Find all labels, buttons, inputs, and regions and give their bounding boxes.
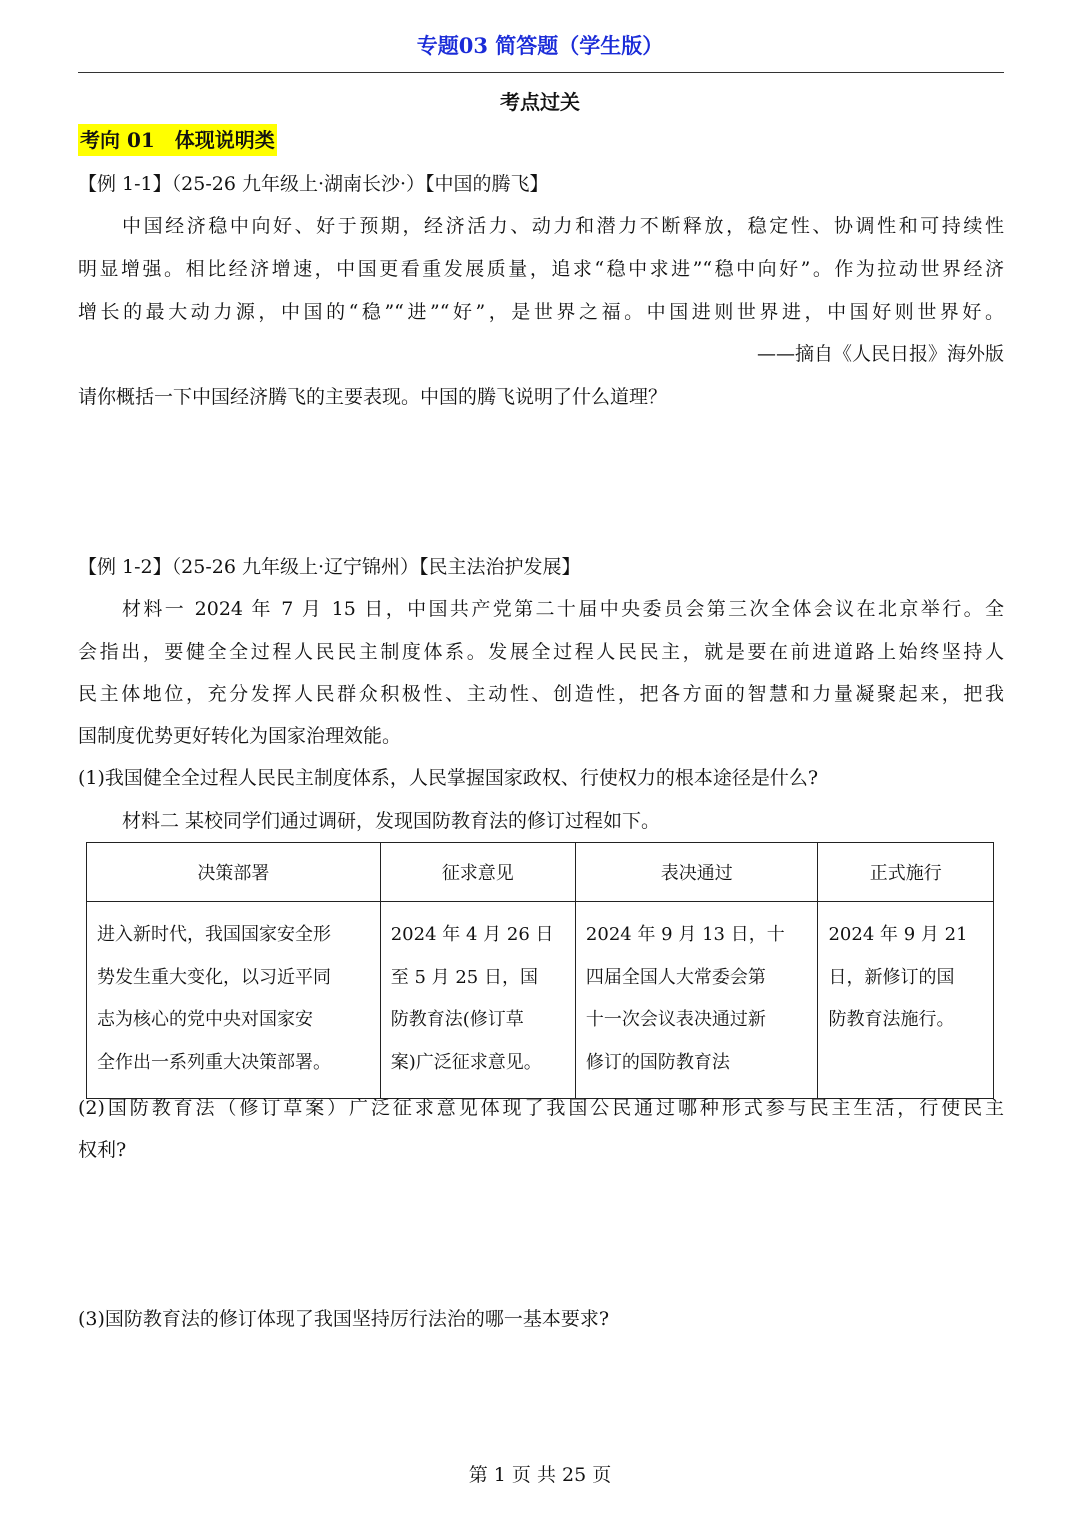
table-cell-vote <box>575 902 818 1099</box>
example1-tag: 【例 1-1】（25-26 九年级上·湖南长沙·）【中国的腾飞】 <box>78 173 549 195</box>
cell-line: 防教育法(修订草 <box>390 1009 524 1030</box>
table-cell-implementation <box>818 902 994 1099</box>
material1-line: 材料一 2024 年 7 月 15 日，中国共产党第二十届中央委员会第三次全体会议在北京举行。全 <box>122 598 1004 620</box>
example1-paragraph-line: 增长的最大动力源，中国的“稳”“进”“好”，是世界之福。中国进则世界进，中国好则世界好。 <box>78 301 1004 323</box>
document-header-title: 专题03 简答题（学生版） <box>416 33 664 58</box>
example2-tag: 【例 1-2】（25-26 九年级上·辽宁锦州）【民主法治护发展】 <box>78 556 581 578</box>
material1-line: 国制度优势更好转化为国家治理效能。 <box>78 725 402 747</box>
cell-line: 进入新时代，我国国家安全形 <box>97 924 331 945</box>
table-header-cell: 表决通过 <box>575 843 818 902</box>
question-1: (1)我国健全全过程人民民主制度体系，人民掌握国家政权、行使权力的根本途径是什么? <box>78 767 819 789</box>
header-divider <box>78 72 1004 73</box>
topic-highlight: 考向 01 体现说明类 <box>78 124 277 156</box>
question-3: (3)国防教育法的修订体现了我国坚持厉行法治的哪一基本要求? <box>78 1308 610 1330</box>
cell-line: 2024 年 9 月 13 日，十 <box>585 924 785 945</box>
example1-question: 请你概括一下中国经济腾飞的主要表现。中国的腾飞说明了什么道理？ <box>78 386 668 408</box>
table-cell-decision <box>87 902 381 1099</box>
cell-line: 志为核心的党中央对国家安 <box>97 1009 313 1030</box>
table-cell-consultation <box>380 902 575 1099</box>
question-2-line: 权利? <box>78 1139 127 1161</box>
cell-line: 日，新修订的国 <box>828 966 955 988</box>
table-header-cell: 决策部署 <box>87 843 381 902</box>
cell-line: 2024 年 4 月 26 日 <box>390 924 554 945</box>
page-footer: 第 1 页 共 25 页 <box>468 1464 612 1486</box>
cell-line: 2024 年 9 月 21 <box>828 924 968 945</box>
table-header-cell: 正式施行 <box>818 843 994 902</box>
material2-intro: 材料二 某校同学们通过调研，发现国防教育法的修订过程如下。 <box>122 810 661 832</box>
example1-paragraph-line: 明显增强。相比经济增速，中国更看重发展质量，追求“稳中求进”“稳中向好”。作为拉动世界经济 <box>78 258 1004 280</box>
cell-line: 修订的国防教育法 <box>585 1051 730 1073</box>
material1-line: 民主体地位，充分发挥人民群众积极性、主动性、创造性，把各方面的智慧和力量凝聚起来，把我 <box>78 683 1004 705</box>
cell-line: 案)广泛征求意见。 <box>390 1051 542 1073</box>
cell-line: 全作出一系列重大决策部署。 <box>97 1051 331 1073</box>
table-header-cell: 征求意见 <box>380 843 575 902</box>
material1-line: 会指出，要健全全过程人民民主制度体系。发展全过程人民民主，就是要在前进道路上始终坚持人 <box>78 641 1004 663</box>
example1-paragraph-line: 中国经济稳中向好、好于预期，经济活力、动力和潜力不断释放，稳定性、协调性和可持续性 <box>122 215 1004 237</box>
cell-line: 四届全国人大常委会第 <box>585 966 766 988</box>
section-title: 考点过关 <box>500 90 580 114</box>
cell-line: 防教育法施行。 <box>828 1009 955 1030</box>
revision-process-table <box>86 842 994 1099</box>
question-2-line: (2)国防教育法（修订草案）广泛征求意见体现了我国公民通过哪种形式参与民主生活，行使民主 <box>78 1097 1004 1119</box>
cell-line: 十一次会议表决通过新 <box>585 1009 766 1030</box>
example1-source: ——摘自《人民日报》海外版 <box>756 343 1004 365</box>
cell-line: 至 5 月 25 日，国 <box>390 966 538 988</box>
cell-line: 势发生重大变化，以习近平同 <box>97 966 331 988</box>
